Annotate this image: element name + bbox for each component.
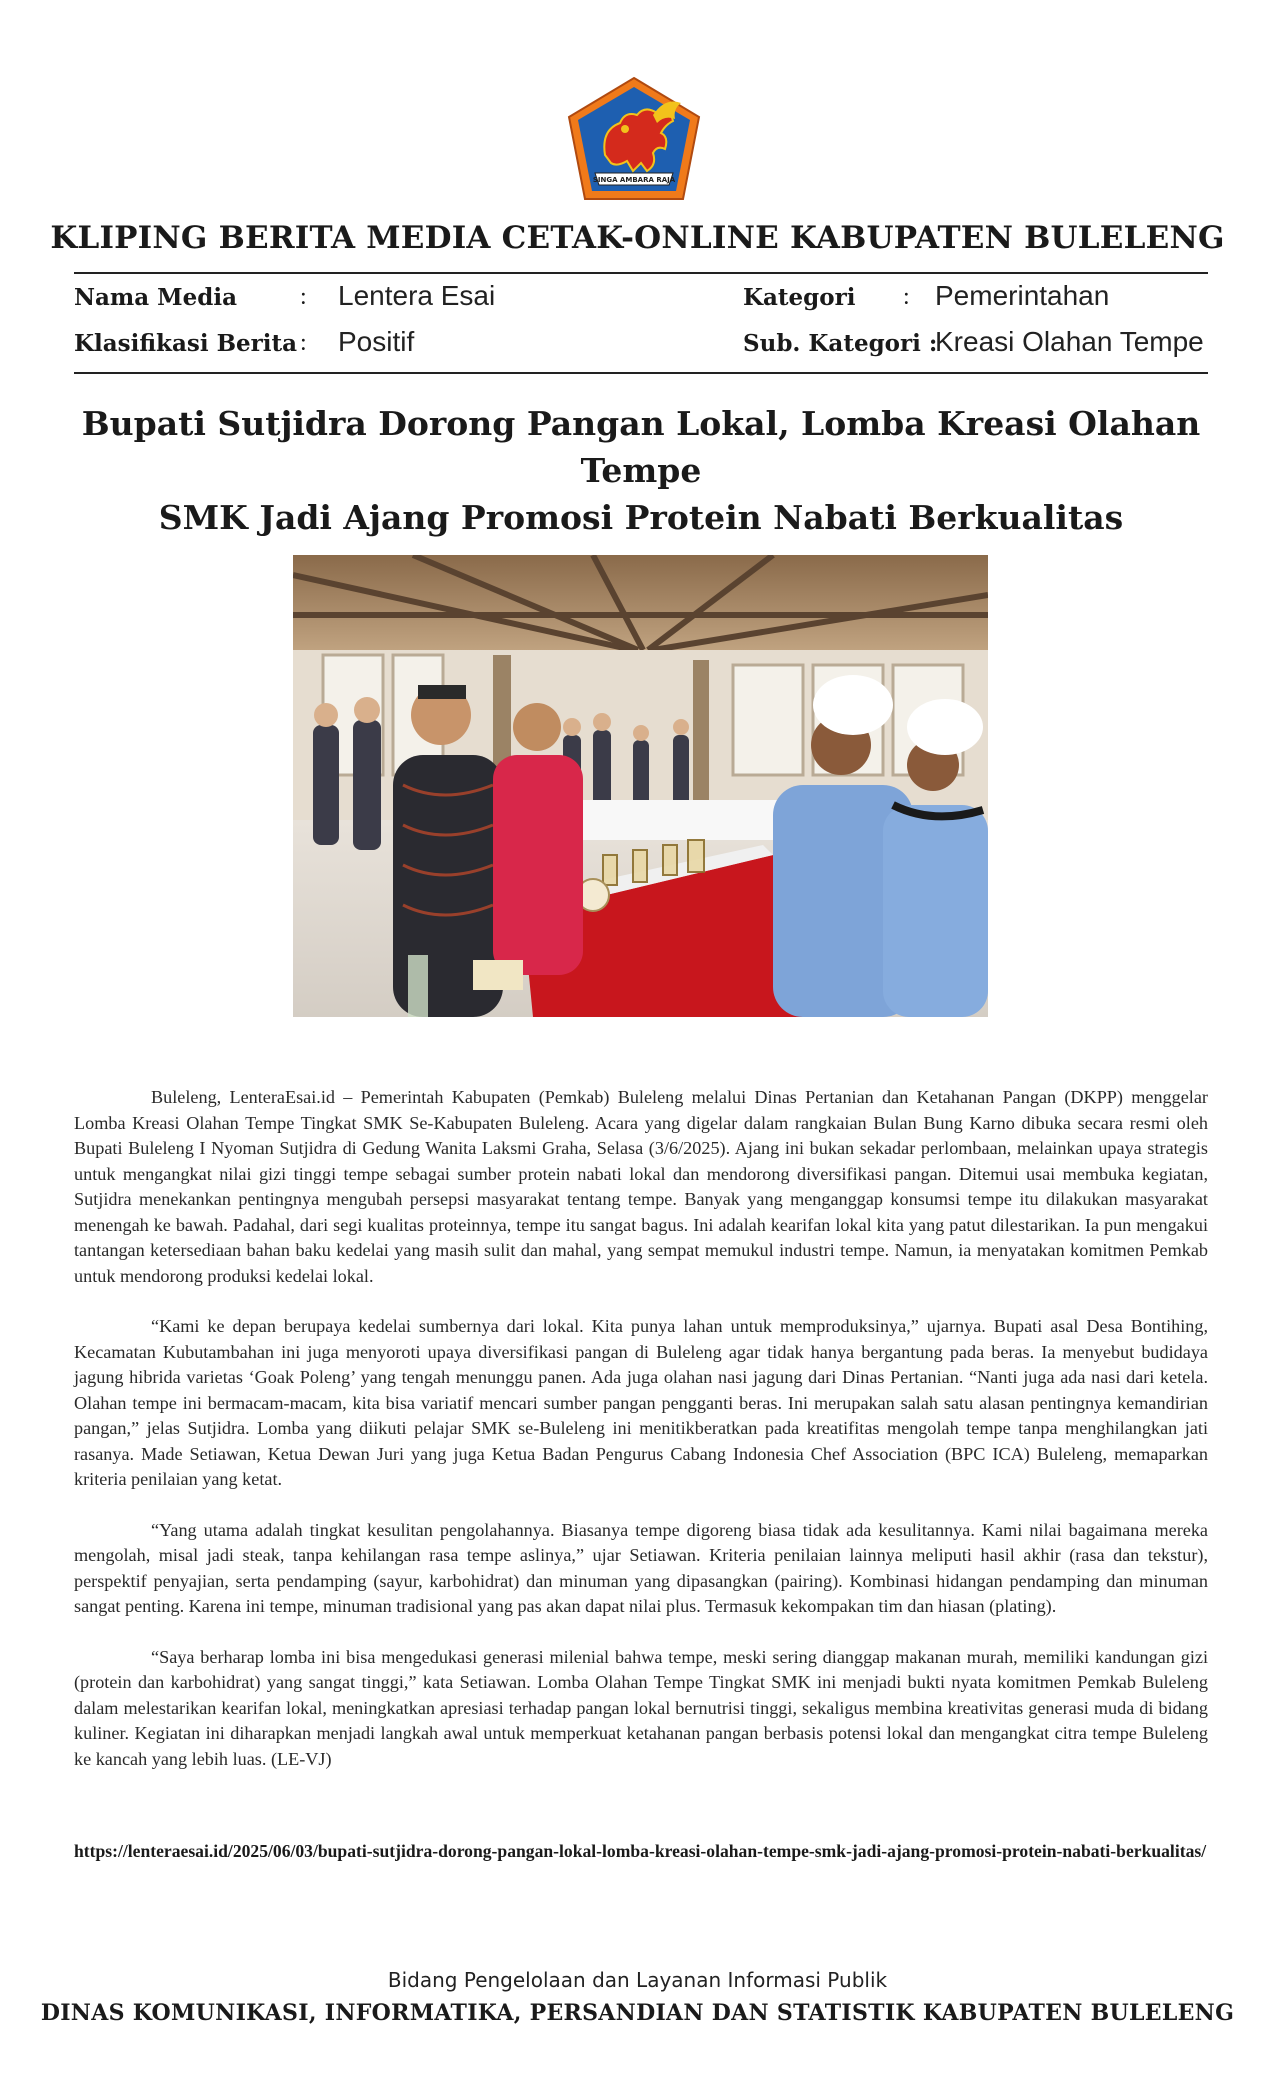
footer-subtitle: Bidang Pengelolaan dan Layanan Informasi Publik — [387, 1968, 888, 1992]
kategori-value: Pemerintahan — [935, 280, 1110, 311]
meta-row-classification — [74, 326, 1208, 366]
colon: : — [300, 330, 307, 356]
sub-kategori-label: Sub. Kategori : — [743, 330, 938, 357]
header-rule-top — [74, 272, 1208, 274]
source-url-link[interactable]: https://lenteraesai.id/2025/06/03/bupati-sutjidra-dorong-pangan-lokal-lomba-kreasi-olahan-tempe-smk-jadi-ajang-promosi-protein-nabati-berkualitas/ — [74, 1841, 1207, 1861]
colon: : — [300, 284, 307, 310]
nama-media-value: Lentera Esai — [338, 280, 496, 311]
document-header-title: KLIPING BERITA MEDIA CETAK-ONLINE KABUPATEN BULELENG — [50, 220, 1225, 256]
headline-line-2: SMK Jadi Ajang Promosi Protein Nabati Berkualitas — [158, 498, 1124, 537]
sub-kategori-value: Kreasi Olahan Tempe — [935, 326, 1204, 357]
news-photo-illustration — [293, 555, 988, 1017]
article-body — [74, 1085, 1208, 1797]
article-paragraph: “Kami ke depan berupaya kedelai sumbernya dari lokal. Kita punya lahan untuk memproduksinya,” ujarnya. Bupati asal Desa Bontihing, Kecamatan Kubutambahan ini juga menyoroti upaya diversifikasi pangan di Buleleng agar tidak hanya bergantung pada beras. Ia menyebut budidaya jagung hibrida varietas ‘Goak Poleng’ yang tengah menunggu panen. Ada juga olahan nasi jagung dari Dinas Pertanian. “Nanti juga ada nasi dari ketela. Olahan tempe ini bermacam-macam, kita bisa variatif mencari sumber pangan pengganti beras. Ini merupakan salah satu alasan pentingnya kemandirian pangan,” jelas Sutjidra. Lomba yang diikuti pelajar SMK se-Buleleng ini menitikberatkan pada kreatifitas mengolah tempe tanpa menghilangkan jati rasanya. Made Setiawan, Ketua Dewan Juri yang juga Ketua Badan Pengurus Cabang Indonesia Chef Association (BPC ICA) Buleleng, memaparkan kriteria penilaian yang ketat. — [74, 1316, 1208, 1489]
klasifikasi-label: Klasifikasi Berita — [74, 330, 298, 357]
logo-motto: SINGA AMBARA RAJA — [592, 176, 676, 184]
article-paragraph: “Yang utama adalah tingkat kesulitan pengolahannya. Biasanya tempe digoreng biasa tidak ada kesulitannya. Kami nilai bagaimana mereka mengolah, misal jadi steak, tanpa kehilangan rasa tempe aslinya,” ujar Setiawan. Kriteria penilaian lainnya meliputi hasil akhir (rasa dan tekstur), perspektif penyajian, serta pendamping (sayur, karbohidrat) dan minuman yang dipasangkan (pairing). Kombinasi hidangan pendamping dan minuman sangat penting. Karena ini tempe, minuman tradisional yang pas akan dapat nilai plus. Termasuk kekompakan tim dan hiasan (plating). — [74, 1519, 1208, 1616]
meta-row-media — [74, 280, 1208, 320]
footer-department: DINAS KOMUNIKASI, INFORMATIKA, PERSANDIAN DAN STATISTIK KABUPATEN BULELENG — [40, 2000, 1235, 2026]
article-headline — [74, 400, 1208, 541]
article-paragraph: Buleleng, LenteraEsai.id – Pemerintah Kabupaten (Pemkab) Buleleng melalui Dinas Pertanian dan Ketahanan Pangan (DKPP) menggelar Lomba Kreasi Olahan Tempe Tingkat SMK Se-Kabupaten Buleleng. Acara yang digelar dalam rangkaian Bulan Bung Karno dibuka secara resmi oleh Bupati Buleleng I Nyoman Sutjidra di Gedung Wanita Laksmi Graha, Selasa (3/6/2025). Ajang ini bukan sekadar perlombaan, melainkan upaya strategis untuk mengangkat nilai gizi tinggi tempe sebagai sumber protein nabati lokal dan mendorong diversifikasi pangan. Ditemui usai membuka kegiatan, Sutjidra menekankan pentingnya mengubah persepsi masyarakat tentang tempe. Banyak yang menganggap konsumsi tempe itu dilakukan masyarakat menengah ke bawah. Padahal, dari segi kualitas proteinnya, tempe itu sangat bagus. Ini adalah kearifan lokal kita yang patut dilestarikan. Ia pun mengakui tantangan ketersediaan bahan baku kedelai yang masih sulit dan mahal, yang sempat memukul industri tempe. Namun, ia menyatakan komitmen Pemkab untuk mendorong produksi kedelai lokal. — [74, 1087, 1208, 1286]
news-photo — [293, 555, 988, 1017]
headline-line-1: Bupati Sutjidra Dorong Pangan Lokal, Lomba Kreasi Olahan Tempe — [81, 404, 1201, 490]
nama-media-label: Nama Media — [74, 284, 237, 311]
klasifikasi-value: Positif — [338, 326, 415, 357]
header-rule-bottom — [74, 372, 1208, 374]
buleleng-regency-logo — [565, 75, 703, 203]
colon: : — [903, 284, 910, 310]
kategori-label: Kategori — [743, 284, 856, 311]
article-paragraph: “Saya berharap lomba ini bisa mengedukasi generasi milenial bahwa tempe, meski sering dianggap makanan murah, memiliki kandungan gizi (protein dan karbohidrat) yang sangat tinggi,” kata Setiawan. Lomba Olahan Tempe Tingkat SMK ini menjadi bukti nyata komitmen Pemkab Buleleng dalam melestarikan kearifan lokal, meningkatkan apresiasi terhadap pangan lokal bernutrisi tinggi, sekaligus membina kreativitas generasi muda di bidang kuliner. Kegiatan ini diharapkan menjadi langkah awal untuk memperkuat ketahanan pangan berbasis potensi lokal dan mengangkat citra tempe Buleleng ke kancah yang lebih luas. (LE-VJ) — [74, 1646, 1208, 1769]
